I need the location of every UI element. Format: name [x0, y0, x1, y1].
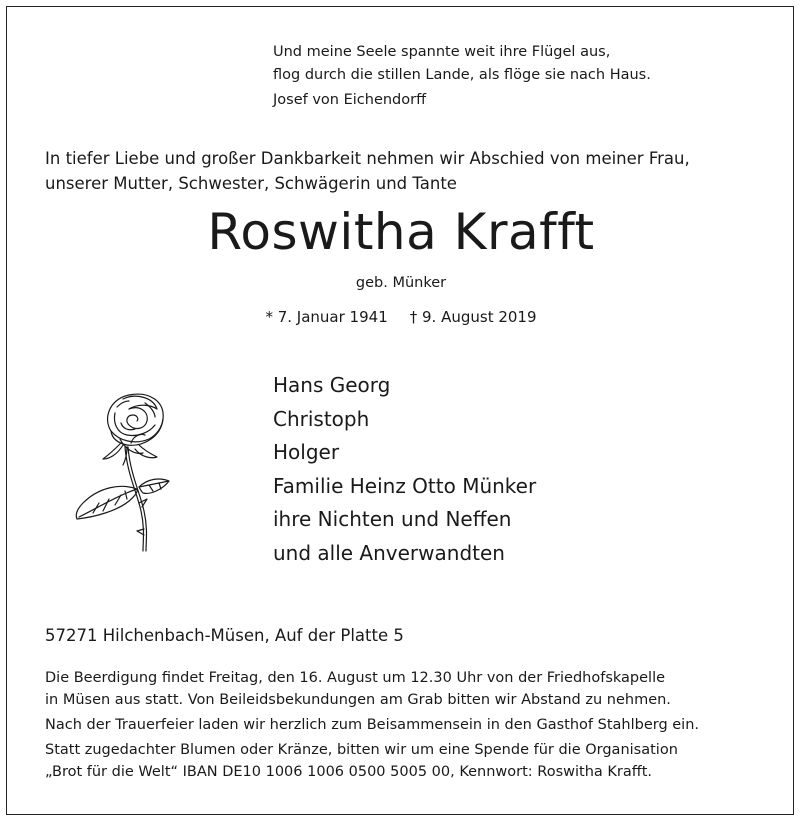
poem-line: Und meine Seele spannte weit ihre Flügel aus,: [273, 44, 611, 60]
poem-line: flog durch die stillen Lande, als flöge sie nach Haus.: [273, 67, 651, 83]
donation-paragraph: [45, 739, 699, 783]
life-dates: [7, 308, 795, 326]
address-zip: 57271: [45, 626, 98, 645]
funeral-line: in Müsen aus statt. Von Beileidsbekundungen am Grab bitten wir Abstand zu nehmen.: [45, 692, 671, 708]
reception-paragraph: [45, 714, 699, 736]
address: [45, 626, 404, 645]
funeral-info: [45, 667, 699, 786]
poem: [273, 41, 651, 112]
funeral-paragraph: [45, 667, 699, 711]
mourners-list: [273, 369, 536, 570]
mourner: Holger: [273, 440, 340, 464]
obituary-frame: [6, 6, 794, 815]
address-street: , Auf der Platte 5: [264, 626, 404, 645]
intro-line: In tiefer Liebe und großer Dankbarkeit nehmen wir Abschied von meiner Frau,: [45, 149, 690, 168]
mourner: Hans Georg: [273, 373, 391, 397]
intro-text: [45, 146, 690, 196]
donation-line: „Brot für die Welt“ IBAN DE10 1006 1006 0500 5005 00, Kennwort: Roswitha Krafft.: [45, 764, 653, 780]
poem-author: Josef von Eichendorff: [273, 92, 427, 108]
mourner: Familie Heinz Otto Münker: [273, 473, 537, 498]
maiden-name: geb. Münker: [355, 275, 447, 291]
address-city: Hilchenbach-Müsen: [102, 626, 265, 645]
rose-icon: [65, 383, 185, 553]
mourner: ihre Nichten und Neffen: [273, 507, 512, 531]
donation-line: Statt zugedachter Blumen oder Kränze, bitten wir um eine Spende für die Organisation: [45, 742, 678, 758]
death-date: † 9. August 2019: [409, 308, 537, 326]
mourner: und alle Anverwandten: [273, 540, 505, 565]
intro-line: unserer Mutter, Schwester, Schwägerin und Tante: [45, 174, 457, 193]
reception-line: Nach der Trauerfeier laden wir herzlich zum Beisammensein in den Gasthof Stahlberg ein.: [45, 717, 700, 733]
deceased-name: Roswitha Krafft: [207, 203, 595, 261]
birth-date: * 7. Januar 1941: [265, 308, 388, 326]
mourner: Christoph: [273, 406, 370, 431]
funeral-line: Die Beerdigung findet Freitag, den 16. August um 12.30 Uhr von der Friedhofskapelle: [45, 670, 666, 686]
